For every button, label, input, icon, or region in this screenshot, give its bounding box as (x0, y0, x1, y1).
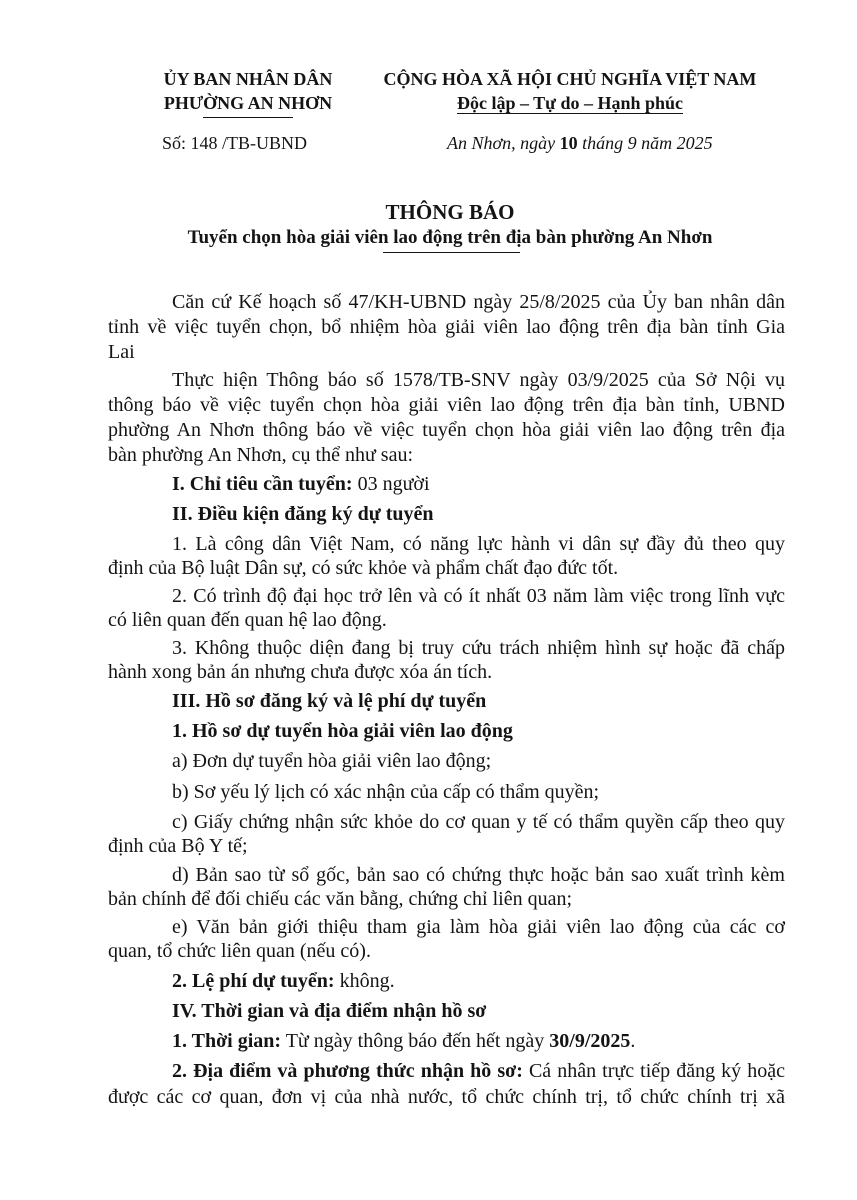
deadline-date: 30/9/2025 (549, 1030, 631, 1052)
issue-month-year: tháng 9 năm 2025 (582, 133, 713, 153)
agency-name-line1: ỦY BAN NHÂN DÂN (163, 69, 333, 89)
motto-line (370, 92, 770, 114)
place-date-prefix: An Nhơn, ngày (447, 133, 556, 153)
place-and-date (447, 132, 713, 154)
fee-label: 2. Lệ phí dự tuyển: (172, 970, 335, 992)
fee-value: không. (339, 970, 395, 992)
section-2-heading: II. Điều kiện đăng ký dự tuyển (172, 503, 434, 525)
list-item-line: c) Giấy chứng nhận sức khỏe do cơ quan y tế có thẩm quyền cấp theo quy (172, 811, 785, 833)
paragraph-line: bàn phường An Nhơn, cụ thể như sau: (108, 444, 414, 466)
section-1-value: 03 người (357, 473, 430, 495)
motto: Độc lập – Tự do – Hạnh phúc (456, 93, 684, 113)
time-end: . (630, 1030, 636, 1052)
paragraph-line: Thực hiện Thông báo số 1578/TB-SNV ngày 03/9/2025 của Sở Nội vụ (172, 369, 785, 391)
place-text: Cá nhân trực tiếp đăng ký hoặc (528, 1060, 786, 1082)
agency-underline (203, 117, 293, 118)
list-item-line: e) Văn bản giới thiệu tham gia làm hòa giải viên lao động của các cơ (172, 916, 785, 938)
document-title: THÔNG BÁO (385, 200, 515, 224)
paragraph-line: thông báo về việc tuyển chọn hòa giải viên lao động trên địa bàn tỉnh, UBND (108, 394, 785, 416)
paragraph-line: Lai (108, 341, 135, 363)
submission-time (172, 1028, 785, 1054)
dossier-item-b: b) Sơ yếu lý lịch có xác nhận của cấp có thẩm quyền; (172, 781, 600, 803)
list-item-line: d) Bản sao từ sổ gốc, bản sao có chứng thực hoặc bản sao xuất trình kèm (172, 864, 785, 886)
paragraph-line: Căn cứ Kế hoạch số 47/KH-UBND ngày 25/8/2025 của Ủy ban nhân dân (172, 291, 785, 313)
place-line-1 (172, 1058, 785, 1084)
paragraph-line: tỉnh về việc tuyển chọn, bổ nhiệm hòa giải viên lao động trên địa bàn tỉnh Gia (108, 316, 785, 338)
list-item-line: định của Bộ Y tế; (108, 835, 248, 857)
time-text: Từ ngày thông báo đến hết ngày (285, 1030, 545, 1052)
application-fee (172, 968, 785, 994)
section-1-label: I. Chỉ tiêu cần tuyển: (172, 473, 353, 495)
list-item-line: 3. Không thuộc diện đang bị truy cứu trách nhiệm hình sự hoặc đã chấp (172, 637, 785, 659)
place-label: 2. Địa điểm và phương thức nhận hồ sơ: (172, 1060, 523, 1082)
document-number-suffix: /TB-UBND (222, 133, 308, 153)
document-subtitle: Tuyển chọn hòa giải viên lao động trên địa bàn phường An Nhơn (187, 227, 713, 248)
agency-name-line2: PHƯỜNG AN NHƠN (163, 93, 333, 113)
dossier-heading: 1. Hồ sơ dự tuyển hòa giải viên lao động (172, 720, 513, 742)
list-item-line: hành xong bản án nhưng chưa được xóa án tích. (108, 661, 493, 683)
subtitle-underline (383, 252, 520, 253)
time-label: 1. Thời gian: (172, 1030, 282, 1052)
section-3-heading: III. Hồ sơ đăng ký và lệ phí dự tuyển (172, 690, 487, 712)
document-number (162, 132, 307, 154)
paragraph-line: phường An Nhơn thông báo về việc tuyển chọn hòa giải viên lao động trên địa (108, 419, 785, 441)
national-title: CỘNG HÒA XÃ HỘI CHỦ NGHĨA VIỆT NAM (383, 69, 757, 89)
list-item-line: quan, tổ chức liên quan (nếu có). (108, 940, 371, 962)
list-item-line: 1. Là công dân Việt Nam, có năng lực hành vi dân sự đầy đủ theo quy (172, 533, 785, 555)
list-item-line: có liên quan đến quan hệ lao động. (108, 609, 387, 631)
document-number-label: Số: (162, 133, 187, 153)
list-item-line: định của Bộ luật Dân sự, có sức khỏe và phẩm chất đạo đức tốt. (108, 557, 619, 579)
section-1-quota (172, 471, 785, 497)
issue-day: 10 (559, 133, 578, 153)
dossier-item-a: a) Đơn dự tuyển hòa giải viên lao động; (172, 750, 492, 772)
section-4-heading: IV. Thời gian và địa điểm nhận hồ sơ (172, 1000, 487, 1022)
place-line-2: được các cơ quan, đơn vị của nhà nước, tổ chức chính trị, tổ chức chính trị xã (108, 1086, 785, 1108)
document-number-value: 148 (190, 133, 218, 153)
list-item-line: 2. Có trình độ đại học trở lên và có ít nhất 03 năm làm việc trong lĩnh vực (172, 585, 785, 607)
list-item-line: bản chính để đối chiếu các văn bằng, chứng chỉ liên quan; (108, 888, 573, 910)
